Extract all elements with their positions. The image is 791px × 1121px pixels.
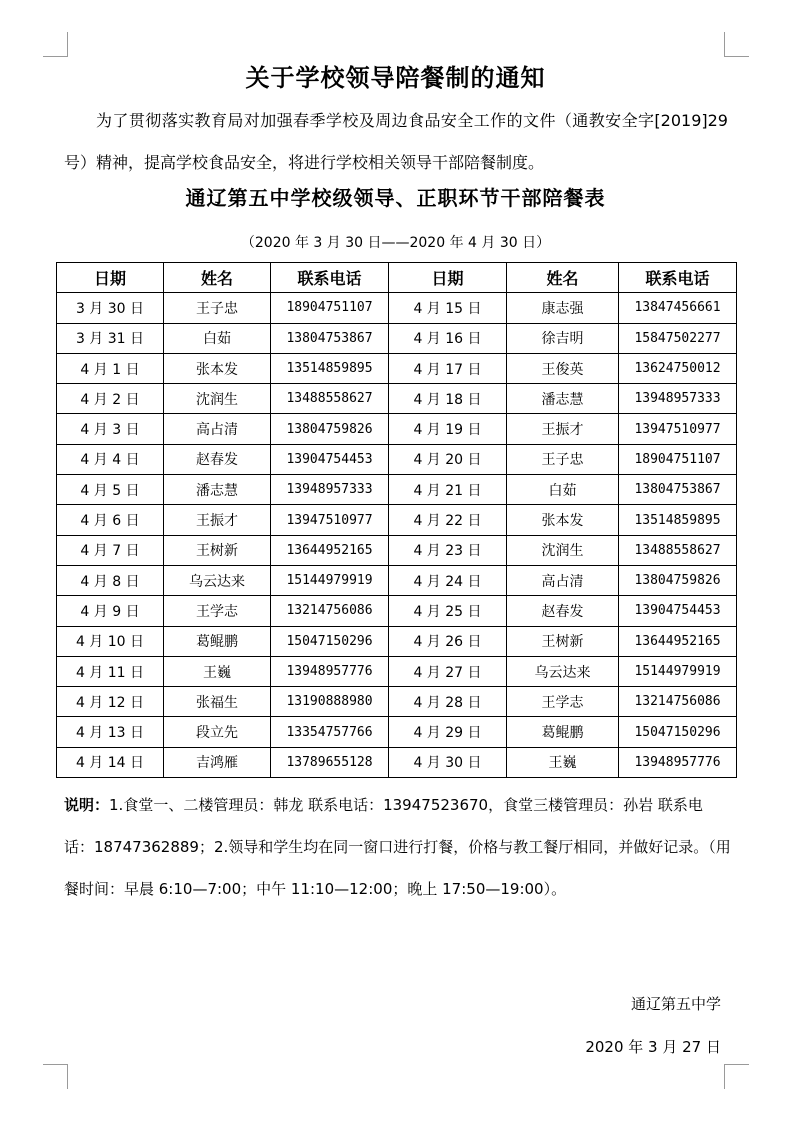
cell-phone: 15047150296 [619, 717, 737, 747]
cell-date: 4 月 22 日 [389, 505, 507, 535]
table-row [57, 323, 737, 353]
cell-date: 4 月 12 日 [57, 687, 164, 717]
cell-name: 张本发 [164, 353, 271, 383]
page-corner-mark-top-left [43, 32, 68, 57]
cell-date: 4 月 9 日 [57, 596, 164, 626]
cell-name: 潘志慧 [507, 384, 619, 414]
cell-phone: 13644952165 [271, 535, 389, 565]
cell-phone: 13804753867 [271, 323, 389, 353]
cell-phone: 13624750012 [619, 353, 737, 383]
table-row [57, 565, 737, 595]
cell-name: 张本发 [507, 505, 619, 535]
cell-date: 4 月 16 日 [389, 323, 507, 353]
cell-date: 4 月 14 日 [57, 747, 164, 777]
cell-date: 4 月 1 日 [57, 353, 164, 383]
signature-date: 2020 年 3 月 27 日 [585, 1038, 721, 1056]
cell-name: 王学志 [164, 596, 271, 626]
cell-phone: 18904751107 [271, 293, 389, 323]
table-row [57, 475, 737, 505]
cell-phone: 13488558627 [271, 384, 389, 414]
cell-name: 王振才 [164, 505, 271, 535]
cell-phone: 13644952165 [619, 626, 737, 656]
cell-date: 4 月 28 日 [389, 687, 507, 717]
cell-phone: 13948957776 [619, 747, 737, 777]
cell-phone: 13947510977 [271, 505, 389, 535]
cell-date: 4 月 19 日 [389, 414, 507, 444]
table-title: 通辽第五中学校级领导、正职环节干部陪餐表 [185, 186, 606, 210]
cell-date: 4 月 26 日 [389, 626, 507, 656]
cell-name: 王振才 [507, 414, 619, 444]
cell-date: 4 月 10 日 [57, 626, 164, 656]
cell-name: 王子忠 [507, 444, 619, 474]
cell-date: 4 月 25 日 [389, 596, 507, 626]
cell-name: 潘志慧 [164, 475, 271, 505]
cell-phone: 13214756086 [271, 596, 389, 626]
cell-phone: 18904751107 [619, 444, 737, 474]
note-text: 1.食堂一、二楼管理员：韩龙 联系电话：13947523670，食堂三楼管理员：孙岩 联系电话：18747362889；2.领导和学生均在同一窗口进行打餐，价格与教工餐厅相同，并做好记录。（用餐时间：早晨 6:10—7:00；中午 11:10—12:00；晚上 17:50—19:00）。 [64, 796, 731, 898]
cell-name: 段立先 [164, 717, 271, 747]
cell-name: 赵春发 [507, 596, 619, 626]
cell-phone: 13947510977 [619, 414, 737, 444]
table-row [57, 535, 737, 565]
cell-name: 乌云达来 [507, 656, 619, 686]
cell-name: 白茹 [507, 475, 619, 505]
cell-name: 赵春发 [164, 444, 271, 474]
header-date: 日期 [57, 263, 164, 293]
table-row [57, 414, 737, 444]
table-row [57, 353, 737, 383]
cell-phone: 13214756086 [619, 687, 737, 717]
table-body [57, 293, 737, 778]
cell-name: 王子忠 [164, 293, 271, 323]
cell-date: 4 月 11 日 [57, 656, 164, 686]
cell-phone: 13904754453 [619, 596, 737, 626]
cell-date: 4 月 27 日 [389, 656, 507, 686]
cell-date: 4 月 29 日 [389, 717, 507, 747]
cell-phone: 13904754453 [271, 444, 389, 474]
date-range: （2020 年 3 月 30 日——2020 年 4 月 30 日） [240, 235, 551, 251]
cell-date: 4 月 3 日 [57, 414, 164, 444]
cell-phone: 13804759826 [619, 565, 737, 595]
note-paragraph [64, 784, 732, 910]
table-row [57, 717, 737, 747]
cell-name: 王俊英 [507, 353, 619, 383]
header-name: 姓名 [507, 263, 619, 293]
cell-name: 高占清 [507, 565, 619, 595]
cell-phone: 13514859895 [271, 353, 389, 383]
cell-date: 4 月 2 日 [57, 384, 164, 414]
page-corner-mark-bottom-right [724, 1064, 749, 1089]
cell-phone: 13948957333 [619, 384, 737, 414]
cell-date: 4 月 5 日 [57, 475, 164, 505]
cell-name: 葛鲲鹏 [164, 626, 271, 656]
cell-date: 4 月 4 日 [57, 444, 164, 474]
cell-name: 高占清 [164, 414, 271, 444]
cell-phone: 15847502277 [619, 323, 737, 353]
cell-name: 王巍 [507, 747, 619, 777]
header-date: 日期 [389, 263, 507, 293]
header-phone: 联系电话 [271, 263, 389, 293]
page-corner-mark-bottom-left [43, 1064, 68, 1089]
cell-date: 4 月 24 日 [389, 565, 507, 595]
cell-date: 4 月 20 日 [389, 444, 507, 474]
cell-name: 沈润生 [164, 384, 271, 414]
cell-date: 4 月 8 日 [57, 565, 164, 595]
cell-phone: 13514859895 [619, 505, 737, 535]
table-row [57, 596, 737, 626]
cell-phone: 13789655128 [271, 747, 389, 777]
cell-phone: 15047150296 [271, 626, 389, 656]
cell-date: 4 月 7 日 [57, 535, 164, 565]
table-row [57, 505, 737, 535]
intro-paragraph: 为了贯彻落实教育局对加强春季学校及周边食品安全工作的文件（通教安全字[2019]29号）精神，提高学校食品安全，将进行学校相关领导干部陪餐制度。 [64, 111, 728, 172]
cell-phone: 13847456661 [619, 293, 737, 323]
cell-name: 王树新 [507, 626, 619, 656]
cell-name: 吉鸿雁 [164, 747, 271, 777]
cell-phone: 13804753867 [619, 475, 737, 505]
table-row [57, 293, 737, 323]
header-phone: 联系电话 [619, 263, 737, 293]
cell-phone: 13190888980 [271, 687, 389, 717]
cell-name: 王巍 [164, 656, 271, 686]
cell-name: 徐吉明 [507, 323, 619, 353]
cell-name: 葛鲲鹏 [507, 717, 619, 747]
cell-date: 4 月 18 日 [389, 384, 507, 414]
note-label: 说明： [64, 796, 110, 814]
table-row [57, 656, 737, 686]
table-row [57, 687, 737, 717]
cell-name: 王学志 [507, 687, 619, 717]
table-row [57, 626, 737, 656]
cell-date: 3 月 31 日 [57, 323, 164, 353]
cell-name: 乌云达来 [164, 565, 271, 595]
cell-date: 3 月 30 日 [57, 293, 164, 323]
table-header-row [57, 263, 737, 293]
cell-name: 沈润生 [507, 535, 619, 565]
cell-name: 康志强 [507, 293, 619, 323]
header-name: 姓名 [164, 263, 271, 293]
dining-schedule-table [56, 262, 737, 778]
cell-date: 4 月 17 日 [389, 353, 507, 383]
table-row [57, 384, 737, 414]
cell-date: 4 月 21 日 [389, 475, 507, 505]
table-row [57, 444, 737, 474]
table-row [57, 747, 737, 777]
cell-date: 4 月 6 日 [57, 505, 164, 535]
cell-phone: 15144979919 [271, 565, 389, 595]
cell-phone: 13948957776 [271, 656, 389, 686]
cell-phone: 13948957333 [271, 475, 389, 505]
cell-phone: 13804759826 [271, 414, 389, 444]
cell-name: 王树新 [164, 535, 271, 565]
document-title: 关于学校领导陪餐制的通知 [245, 64, 546, 92]
cell-date: 4 月 13 日 [57, 717, 164, 747]
cell-name: 张福生 [164, 687, 271, 717]
cell-phone: 13354757766 [271, 717, 389, 747]
cell-name: 白茹 [164, 323, 271, 353]
page-corner-mark-top-right [724, 32, 749, 57]
signature-school: 通辽第五中学 [630, 995, 721, 1013]
cell-date: 4 月 23 日 [389, 535, 507, 565]
cell-date: 4 月 30 日 [389, 747, 507, 777]
cell-phone: 15144979919 [619, 656, 737, 686]
cell-phone: 13488558627 [619, 535, 737, 565]
cell-date: 4 月 15 日 [389, 293, 507, 323]
